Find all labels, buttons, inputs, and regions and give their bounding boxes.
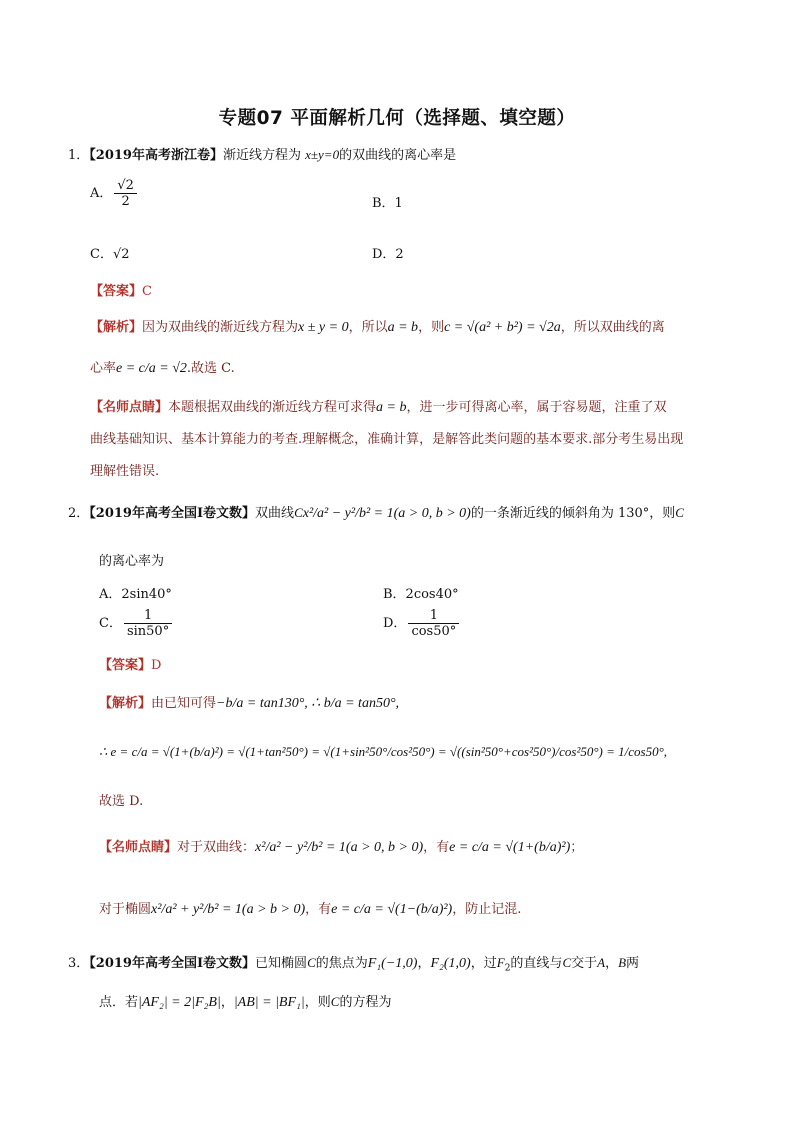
comment-tag: 【名师点睛】 — [99, 840, 178, 855]
option-label: A． — [90, 186, 113, 201]
stem-text: ，则 — [304, 995, 331, 1010]
option-label: D． — [383, 616, 407, 631]
comment-equation: a = b — [376, 400, 407, 415]
analysis-tag: 【解析】 — [90, 320, 143, 335]
comment-text: ，进一步可得离心率，属于容易题，注重了双 — [406, 400, 667, 415]
option-a — [90, 178, 139, 209]
stem-equation: F₁(−1,0) — [367, 956, 418, 971]
stem-text-tail: 的双曲线的离心率是 — [339, 148, 457, 163]
analysis-equation-chain: ∴ e = c/a = √(1+(b/a)²) = √(1+tan²50°) = √(1+sin²50°/cos²50°) = √((sin²50°+cos²50°)/cos²50°) = 1/cos50°, — [99, 744, 668, 759]
numerator: 1 — [408, 608, 459, 624]
option-a: A．2sin40° — [99, 587, 172, 602]
answer-value: D — [151, 658, 162, 673]
numerator: 1 — [124, 608, 172, 624]
denominator: sin50° — [126, 624, 170, 639]
comment-text: 理解性错误. — [90, 464, 160, 479]
comment-text: 对于椭圆 — [99, 902, 152, 917]
analysis-line-1 — [90, 316, 665, 336]
stem-text: 的一条渐近线的倾斜角为 130°，则 — [470, 506, 676, 521]
analysis-line-1 — [99, 692, 399, 712]
analysis-text: .故选 C. — [186, 361, 235, 376]
stem-text: 渐近线方程为 — [222, 148, 301, 163]
option-d: D．2 — [372, 247, 404, 262]
stem-text: 的直线与 — [510, 956, 563, 971]
option-label: C． — [99, 616, 122, 631]
stem-text: 点．若 — [99, 995, 139, 1010]
analysis-equation: −b/a = tan130°, ∴ b/a = tan50°, — [216, 696, 400, 711]
analysis-equation: x ± y = 0 — [298, 320, 349, 335]
question-source: 【2019年高考浙江卷】 — [89, 148, 223, 163]
stem-equation: F₂(1,0) — [430, 956, 471, 971]
analysis-end: 故选 D. — [99, 794, 144, 809]
analysis-equation: a = b — [387, 320, 419, 335]
question-number: 2． — [68, 506, 90, 521]
question-source: 【2019年高考全国Ⅰ卷文数】 — [89, 506, 256, 521]
answer-tag: 【答案】 — [90, 284, 143, 299]
question-3-stem-cont: 点．若|AF₂| = 2|F₂B|，|AB| = |BF₁|，则C的方程为 — [99, 994, 392, 1010]
stem-text: 双曲线 — [255, 506, 295, 521]
option-b: B．1 — [372, 196, 403, 211]
analysis-text: 由已知可得 — [151, 696, 217, 711]
comment-text: 曲线基础知识、基本计算能力的考查.理解概念，准确计算，是解答此类问题的基本要求.部分考生易出现 — [90, 432, 684, 447]
stem-text: 两 — [626, 956, 640, 971]
comment-text: ，有 — [423, 840, 450, 855]
answer-tag: 【答案】 — [99, 658, 152, 673]
answer-line — [99, 654, 161, 673]
question-3-stem: 3．【2019年高考全国Ⅰ卷文数】已知椭圆C的焦点为F₁(−1,0)，F₂(1,0)，过$F_2$的直线与C交于A，B两 — [68, 955, 640, 974]
stem-variable: C — [294, 505, 303, 520]
analysis-text: ，则 — [418, 320, 445, 335]
numerator: √2 — [114, 178, 137, 194]
option-c: C．√2 — [90, 247, 130, 262]
stem-equation: |AB| = |BF₁| — [233, 995, 305, 1010]
stem-text: 的方程为 — [339, 995, 392, 1010]
analysis-text: 因为双曲线的渐近线方程为 — [142, 320, 299, 335]
analysis-text: ，所以 — [348, 320, 388, 335]
question-number: 3． — [68, 956, 90, 971]
option-d-fraction — [408, 608, 459, 639]
question-2-stem-cont: 的离心率为 — [99, 554, 165, 569]
question-2-stem — [68, 502, 684, 522]
analysis-tag: 【解析】 — [99, 696, 152, 711]
option-c — [99, 608, 174, 639]
stem-text: ， — [417, 956, 431, 971]
comment-tag: 【名师点睛】 — [90, 400, 169, 415]
stem-equation: |AF₂| = 2|F₂B| — [138, 995, 221, 1010]
stem-text: 交于 — [571, 956, 598, 971]
analysis-text: ，所以双曲线的离 — [560, 320, 665, 335]
stem-variable: C — [675, 505, 684, 520]
comment-block — [90, 392, 730, 488]
question-source: 【2019年高考全国Ⅰ卷文数】 — [89, 956, 256, 971]
comment-equation: e = c/a = √(1+(b/a)²) — [449, 840, 571, 855]
comment-text: 对于双曲线： — [177, 840, 256, 855]
comment-text: ； — [570, 840, 584, 855]
comment-line-2 — [99, 898, 521, 918]
comment-text: ，有 — [305, 902, 332, 917]
page-title: 专题07 平面解析几何（选择题、填空题） — [218, 108, 576, 129]
stem-text: 的焦点为 — [315, 956, 368, 971]
comment-line-1 — [99, 836, 583, 856]
comment-equation: e = c/a = √(1−(b/a)²) — [331, 902, 453, 917]
analysis-equation: c = √(a² + b²) = √2a — [444, 320, 561, 335]
option-c-fraction — [124, 608, 172, 639]
analysis-text: 心率 — [90, 361, 117, 376]
stem-equation: x²/a² − y²/b² = 1(a > 0, b > 0) — [302, 506, 471, 521]
denominator: cos50° — [411, 624, 457, 639]
stem-text: 已知椭圆 — [255, 956, 308, 971]
answer-line — [90, 280, 152, 299]
question-number: 1． — [68, 148, 90, 163]
analysis-equation: e = c/a = √2 — [116, 361, 187, 376]
stem-equation: x±y=0 — [305, 147, 340, 162]
comment-text: ，防止记混. — [452, 902, 522, 917]
denominator: 2 — [121, 194, 130, 209]
option-d — [383, 608, 461, 639]
answer-value: C — [142, 284, 152, 299]
question-1-stem — [68, 144, 456, 163]
stem-text: ， — [220, 995, 234, 1010]
comment-equation: x²/a² + y²/b² = 1(a > b > 0) — [151, 902, 306, 917]
option-b: B．2cos40° — [383, 587, 459, 602]
stem-text: ，过 — [470, 956, 497, 971]
comment-text: 本题根据双曲线的渐近线方程可求得 — [168, 400, 377, 415]
analysis-line-2 — [90, 357, 235, 377]
option-a-fraction — [114, 178, 137, 209]
comment-equation: x²/a² − y²/b² = 1(a > 0, b > 0) — [255, 840, 424, 855]
